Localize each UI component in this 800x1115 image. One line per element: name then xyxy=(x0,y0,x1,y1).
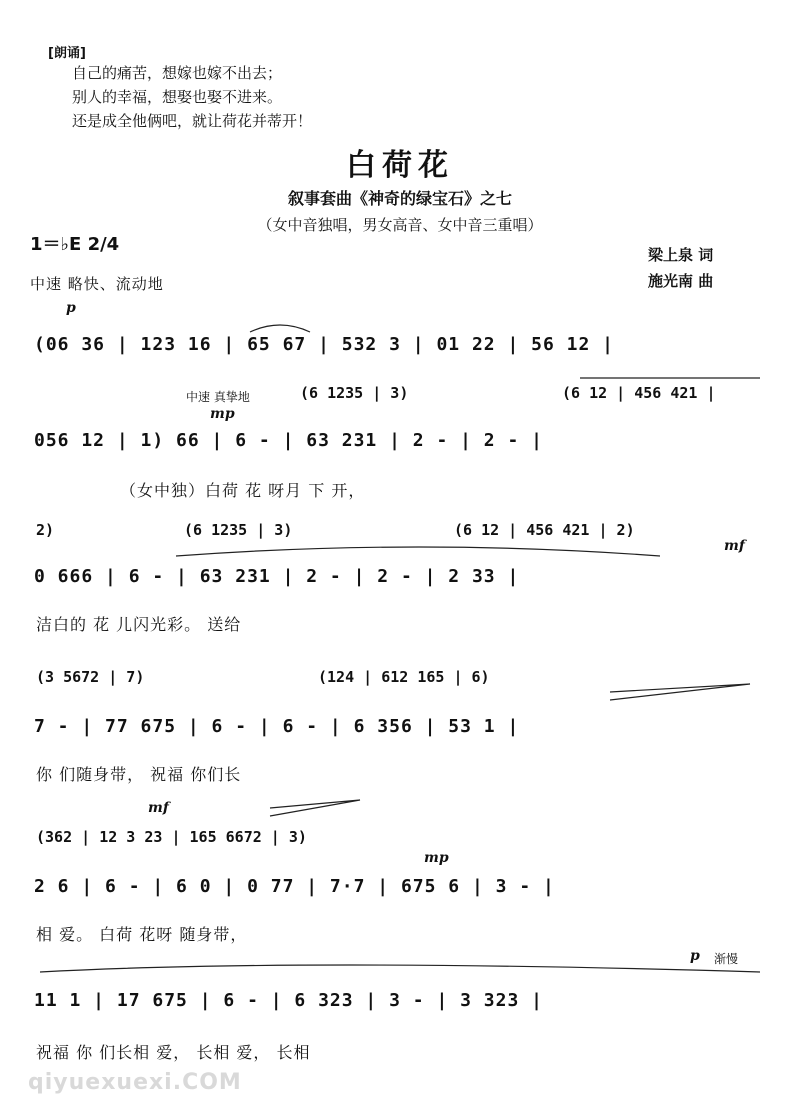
tempo-marking: 中速 略快、流动地 xyxy=(30,275,164,293)
voice-arrangement: （女中音独唱，男女高音、女中音三重唱） xyxy=(257,216,543,234)
score-row-5-notes: 2 6 | 6 - | 6 0 | 0 77 | 7·7 | 675 6 | 3 - | xyxy=(34,876,555,897)
dynamic-mark: mf xyxy=(724,538,745,554)
recitation-line-1: 自己的痛苦，想嫁也嫁不出去； xyxy=(72,64,283,82)
watermark: qiyuexuexi.COM xyxy=(28,1070,242,1095)
accompaniment-line: (362 | 12 3 23 | 165 6672 | 3) xyxy=(36,828,307,846)
lyricist-credit: 梁上泉 词 xyxy=(648,246,714,264)
slur-mark xyxy=(40,965,760,972)
recitation-line-3: 还是成全他俩吧，就让荷花并蒂开！ xyxy=(72,112,313,130)
score-row-6-lyrics: 祝福 你 们长相 爱， 长相 爱， 长相 xyxy=(36,1043,311,1062)
crescendo-hairpin xyxy=(270,800,360,816)
accompaniment-line: (6 12 | 456 421 | xyxy=(562,384,716,402)
score-row-6-notes: 11 1 | 17 675 | 6 - | 6 323 | 3 - | 3 323 | xyxy=(34,990,543,1011)
slur-mark xyxy=(250,325,310,332)
dynamic-mark: mp xyxy=(210,406,235,422)
score-row-3-lyrics: 洁白的 花 儿闪光彩。 送给 xyxy=(36,615,242,634)
recitation-line-2: 别人的幸福，想娶也娶不进来。 xyxy=(72,88,283,106)
score-row-1-notes: (06 36 | 123 16 | 65 67 | 532 3 | 01 22 | 56 12 | xyxy=(34,334,615,355)
tempo-annotation: 中速 真挚地 xyxy=(186,390,250,404)
score-row-4-notes: 7 - | 77 675 | 6 - | 6 - | 6 356 | 53 1 | xyxy=(34,716,520,737)
accompaniment-line: (6 12 | 456 421 | 2) xyxy=(454,521,635,539)
score-row-5-lyrics: 相 爱。 白荷 花呀 随身带， xyxy=(36,925,248,944)
accompaniment-line: (6 1235 | 3) xyxy=(300,384,409,402)
accompaniment-line: (124 | 612 165 | 6) xyxy=(318,668,490,686)
song-title: 白荷花 xyxy=(346,148,454,183)
recitation-tag: [朗诵] xyxy=(48,46,86,61)
tempo-annotation: 渐慢 xyxy=(714,952,739,966)
slur-mark xyxy=(176,547,660,556)
dynamic-mark: p xyxy=(690,948,700,964)
key-signature: 1＝♭E 2/4 xyxy=(30,234,120,255)
crescendo-hairpin xyxy=(610,684,750,700)
dynamic-mark: mf xyxy=(148,800,169,816)
score-row-2-notes: 056 12 | 1) 66 | 6 - | 63 231 | 2 - | 2 - | xyxy=(34,430,543,451)
accompaniment-line: 2) xyxy=(36,521,55,539)
accompaniment-line: (6 1235 | 3) xyxy=(184,521,293,539)
song-subtitle: 叙事套曲《神奇的绿宝石》之七 xyxy=(287,189,512,208)
score-row-2-lyrics: （女中独）白荷 花 呀月 下 开， xyxy=(120,481,366,500)
accompaniment-line: (3 5672 | 7) xyxy=(36,668,145,686)
composer-credit: 施光南 曲 xyxy=(648,272,714,290)
score-row-3-notes: 0 666 | 6 - | 63 231 | 2 - | 2 - | 2 33 | xyxy=(34,566,520,587)
score-row-4-lyrics: 你 们随身带， 祝福 你们长 xyxy=(36,765,242,784)
dynamic-mark: mp xyxy=(424,850,449,866)
dynamic-mark: p xyxy=(66,300,76,316)
